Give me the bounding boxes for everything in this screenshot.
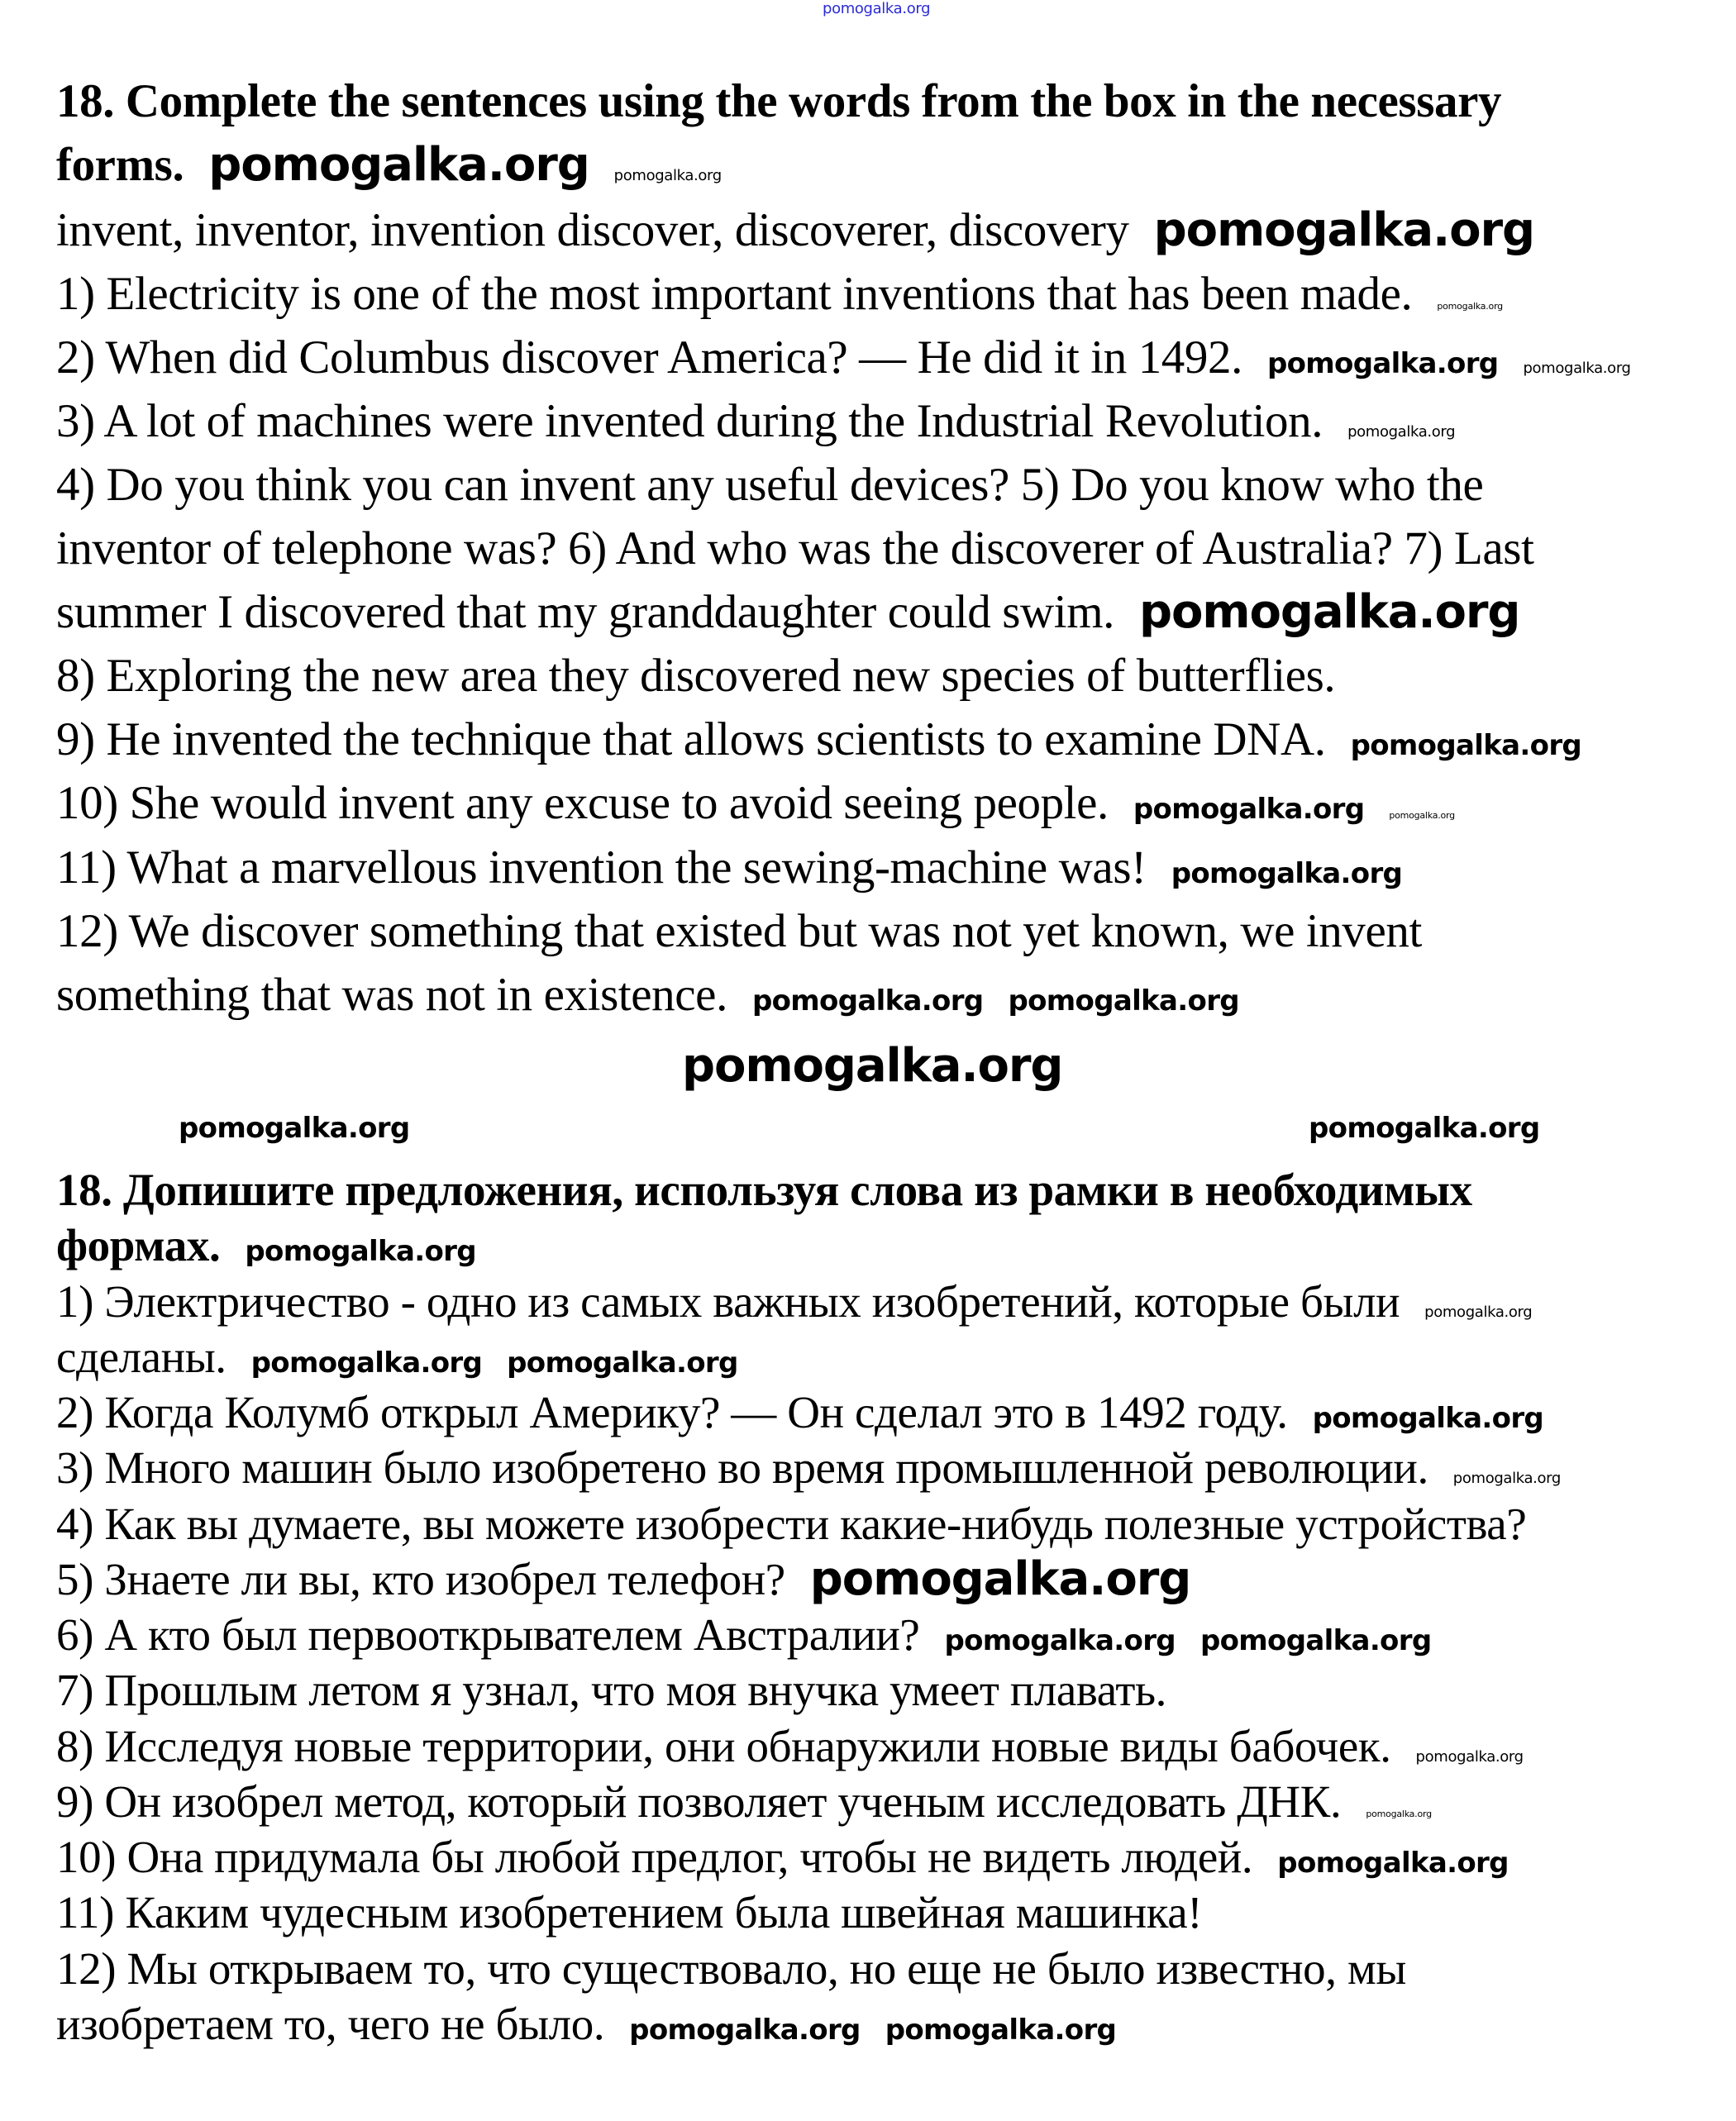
sentence-line: изобретаем то, чего не было.: [56, 1999, 605, 2049]
watermark: pomogalka.org: [1366, 1809, 1432, 1819]
watermark: pomogalka.org: [1171, 857, 1403, 890]
watermark: pomogalka.org: [1424, 1304, 1533, 1321]
watermark: pomogalka.org: [1008, 984, 1239, 1018]
sentence-row: [56, 1553, 1190, 1606]
watermark: pomogalka.org: [885, 2014, 1117, 2047]
sentence-line: something that was not in existence.: [56, 969, 727, 1021]
watermark: pomogalka.org: [682, 1039, 1063, 1093]
sentence-row: [56, 520, 1534, 578]
sentence-line: 10) She would invent any excuse to avoid seeing people.: [56, 777, 1109, 829]
sentence-line: 2) When did Columbus discover America? — He did it in 1492.: [56, 331, 1242, 384]
sentence-row: [56, 1942, 1406, 1995]
watermark: pomogalka.org: [507, 1346, 738, 1380]
exercise-heading: forms.: [56, 139, 184, 191]
watermark: pomogalka.org: [1389, 810, 1455, 821]
word-box-line: [56, 202, 1534, 260]
sentence-line: 3) A lot of machines were invented during the Industrial Revolution.: [56, 395, 1323, 447]
exercise-heading: 18. Complete the sentences using the words from the box in the necessary: [56, 75, 1502, 127]
sentence-line: сделаны.: [56, 1332, 227, 1382]
sentence-line: inventor of telephone was? 6) And who was the discoverer of Australia? 7) Last: [56, 522, 1534, 574]
watermark-link[interactable]: pomogalka.org: [823, 0, 931, 17]
watermark: pomogalka.org: [1153, 203, 1534, 257]
sentence-row: [56, 1498, 1526, 1551]
watermark: pomogalka.org: [613, 167, 722, 184]
sentence-line: 8) Exploring the new area they discovered new species of butterflies.: [56, 650, 1336, 702]
sentence-row: [56, 1775, 1432, 1828]
sentence-line: 9) He invented the technique that allows scientists to examine DNA.: [56, 713, 1326, 765]
sentence-line: 4) Do you think you can invent any useful devices? 5) Do you know who the: [56, 459, 1484, 511]
sentence-row: [56, 1442, 1561, 1494]
exercise-heading: формах.: [56, 1220, 221, 1270]
sentence-row: [56, 839, 1402, 897]
sentence-row: [56, 966, 1239, 1024]
sentence-line: 1) Электричество - одно из самых важных изобретений, которые были: [56, 1276, 1400, 1327]
watermark: pomogalka.org: [1266, 347, 1499, 380]
sentence-line: 5) Знаете ли вы, кто изобрел телефон?: [56, 1554, 785, 1604]
sentence-row: [56, 1720, 1524, 1773]
exercise-heading-line: [56, 73, 1501, 131]
sentence-line: 7) Прошлым летом я узнал, что моя внучка умеет плавать.: [56, 1665, 1167, 1715]
watermark: pomogalka.org: [1452, 1470, 1561, 1487]
watermark: pomogalka.org: [751, 984, 984, 1018]
sentence-row: [56, 1886, 1202, 1939]
watermark: pomogalka.org: [1437, 301, 1503, 312]
sentence-line: 10) Она придумала бы любой предлог, чтобы не видеть людей.: [56, 1832, 1253, 1882]
sentence-line: 12) We discover something that existed but was not yet known, we invent: [56, 905, 1422, 957]
sentence-row: [56, 1831, 1509, 1884]
sentence-line: 12) Мы открываем то, что существовало, но еще не было известно, мы: [56, 1943, 1406, 1994]
sentence-line: 3) Много машин было изобретено во время промышленной революции.: [56, 1442, 1428, 1493]
exercise-heading-line: [56, 1219, 476, 1272]
sentence-row: [56, 265, 1503, 323]
sentence-row: [56, 456, 1483, 514]
sentence-row: [56, 775, 1455, 832]
exercise-heading: 18. Допишите предложения, используя слова из рамки в необходимых: [56, 1165, 1472, 1215]
sentence-row: [56, 329, 1631, 387]
watermark: pomogalka.org: [1277, 1847, 1509, 1880]
sentence-line: 11) Каким чудесным изобретением была швейная машинка!: [56, 1887, 1203, 1937]
sentence-line: 1) Electricity is one of the most important inventions that has been made.: [56, 268, 1413, 320]
sentence-line: 9) Он изобрел метод, который позволяет ученым исследовать ДНК.: [56, 1776, 1342, 1827]
watermark: pomogalka.org: [1347, 423, 1456, 441]
exercise-heading-line: [56, 136, 722, 194]
sentence-row: [56, 647, 1335, 705]
watermark: pomogalka.org: [1138, 585, 1520, 639]
sentence-row: [56, 1386, 1543, 1439]
sentence-row: [56, 1998, 1116, 2051]
sentence-row: [56, 1664, 1166, 1717]
watermark: pomogalka.org: [208, 138, 589, 192]
watermark: pomogalka.org: [1350, 729, 1582, 762]
watermark: pomogalka.org: [1415, 1748, 1524, 1766]
watermark: pomogalka.org: [1309, 1112, 1540, 1145]
sentence-row: [56, 711, 1581, 769]
sentence-line: summer I discovered that my granddaughter could swim.: [56, 586, 1114, 638]
sentence-row: [56, 1331, 738, 1384]
watermark: pomogalka.org: [809, 1552, 1191, 1606]
sentence-line: 2) Когда Колумб открыл Америку? — Он сделал это в 1492 году.: [56, 1387, 1288, 1437]
watermark: pomogalka.org: [1523, 360, 1631, 377]
exercise-heading-line: [56, 1164, 1472, 1217]
sentence-row: [56, 1609, 1431, 1661]
watermark: pomogalka.org: [250, 1346, 483, 1380]
watermark: pomogalka.org: [245, 1235, 476, 1268]
sentence-line: 11) What a marvellous invention the sewing-machine was!: [56, 841, 1147, 894]
watermark: pomogalka.org: [629, 2014, 861, 2047]
sentence-line: 6) А кто был первооткрывателем Австралии?: [56, 1609, 920, 1660]
watermark: pomogalka.org: [1312, 1402, 1544, 1435]
sentence-row: [56, 903, 1422, 960]
sentence-line: 4) Как вы думаете, вы можете изобрести какие-нибудь полезные устройства?: [56, 1499, 1527, 1549]
sentence-row: [56, 584, 1519, 641]
watermark: pomogalka.org: [179, 1112, 410, 1145]
watermark: pomogalka.org: [1133, 793, 1365, 826]
sentence-row: [56, 1275, 1532, 1328]
watermark: pomogalka.org: [1199, 1624, 1432, 1657]
sentence-line: 8) Исследуя новые территории, они обнаружили новые виды бабочек.: [56, 1721, 1391, 1771]
watermark: pomogalka.org: [944, 1624, 1176, 1657]
sentence-row: [56, 393, 1455, 450]
word-box: invent, inventor, invention discover, discoverer, discovery: [56, 204, 1129, 256]
